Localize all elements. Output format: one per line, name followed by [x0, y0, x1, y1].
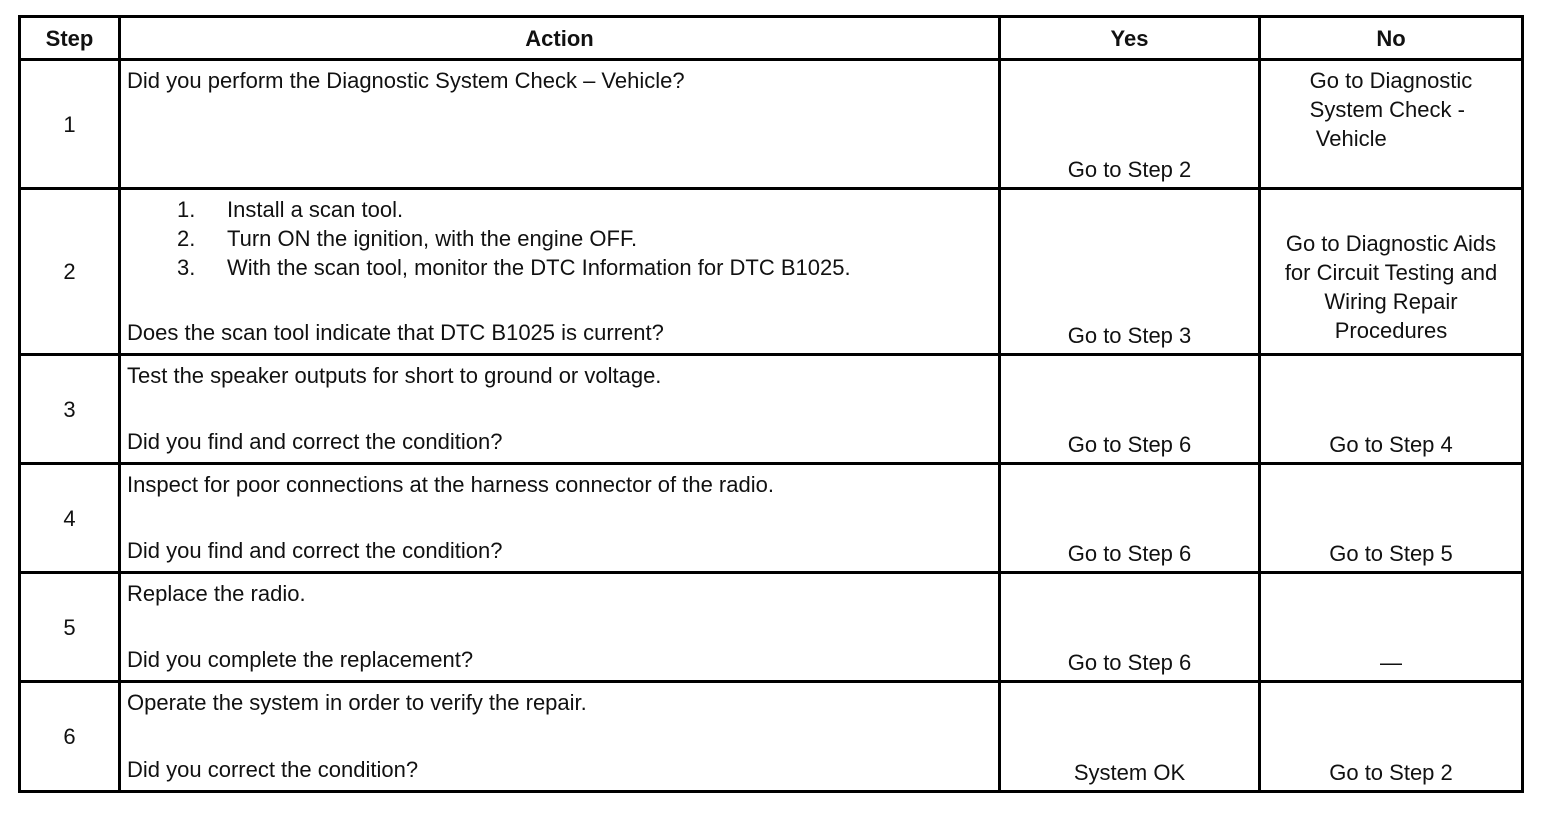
header-yes: Yes: [1000, 17, 1260, 60]
action-cell: [120, 682, 1000, 792]
action-text: Inspect for poor connections at the harness connector of the radio.: [127, 472, 774, 497]
substep-list: [177, 195, 992, 282]
diagnostic-table: [18, 15, 1524, 793]
action-cell: [120, 573, 1000, 682]
header-action: Action: [120, 17, 1000, 60]
substep-item: 1. Install a scan tool.: [177, 197, 404, 222]
step-number: 4: [20, 464, 120, 573]
no-cell: Go to Step 5: [1260, 464, 1523, 573]
header-step: Step: [20, 17, 120, 60]
yes-text: Go to Step 6: [1067, 650, 1192, 675]
no-cell: Go to Step 2: [1260, 682, 1523, 792]
no-text-line: Wiring Repair: [1324, 288, 1458, 314]
no-text-line: Go to Diagnostic Aids: [1285, 230, 1497, 256]
action-question: Did you find and correct the condition?: [127, 429, 503, 454]
action-text: Did you perform the Diagnostic System Check – Vehicle?: [127, 68, 685, 93]
no-cell: —: [1260, 573, 1523, 682]
yes-text: Go to Step 6: [1067, 432, 1192, 457]
no-cell: [1260, 60, 1523, 189]
action-cell: [120, 464, 1000, 573]
yes-cell: [1000, 355, 1260, 464]
no-text-line: System Check -: [1309, 97, 1465, 122]
yes-text: Go to Step 6: [1067, 541, 1192, 566]
step-number: 3: [20, 355, 120, 464]
action-question: Did you find and correct the condition?: [127, 538, 503, 563]
yes-cell: [1000, 189, 1260, 355]
action-question: Does the scan tool indicate that DTC B1025 is current?: [127, 320, 664, 345]
action-text: Operate the system in order to verify the repair.: [127, 690, 587, 715]
no-text-line: Vehicle: [1309, 126, 1387, 151]
yes-text: System OK: [1073, 760, 1186, 785]
table-row: [20, 464, 1523, 573]
action-cell: [120, 60, 1000, 189]
substep-item: 2. Turn ON the ignition, with the engine OFF.: [177, 226, 638, 251]
action-cell: [120, 189, 1000, 355]
yes-cell: [1000, 573, 1260, 682]
table-row: [20, 682, 1523, 792]
step-number: 2: [20, 189, 120, 355]
substep-item: 3. With the scan tool, monitor the DTC Information for DTC B1025.: [177, 255, 851, 280]
step-number: 5: [20, 573, 120, 682]
step-number: 6: [20, 682, 120, 792]
yes-text: Go to Step 3: [1067, 323, 1192, 348]
action-cell: [120, 355, 1000, 464]
action-text: Replace the radio.: [127, 581, 306, 606]
action-question: Did you correct the condition?: [127, 757, 419, 782]
table-row: [20, 60, 1523, 189]
yes-cell: [1000, 682, 1260, 792]
no-text-line: for Circuit Testing and: [1284, 259, 1498, 285]
step-number: 1: [20, 60, 120, 189]
header-row: [20, 17, 1523, 60]
action-text: Test the speaker outputs for short to ground or voltage.: [127, 363, 662, 388]
no-cell: [1260, 189, 1523, 355]
table-row: [20, 573, 1523, 682]
header-no: No: [1260, 17, 1523, 60]
action-question: Did you complete the replacement?: [127, 647, 474, 672]
no-text-line: Procedures: [1334, 317, 1448, 343]
table-row: [20, 189, 1523, 355]
yes-cell: [1000, 464, 1260, 573]
no-cell: Go to Step 4: [1260, 355, 1523, 464]
yes-cell: [1000, 60, 1260, 189]
table-row: [20, 355, 1523, 464]
no-text-line: Go to Diagnostic: [1309, 68, 1473, 93]
yes-text: Go to Step 2: [1067, 157, 1192, 182]
